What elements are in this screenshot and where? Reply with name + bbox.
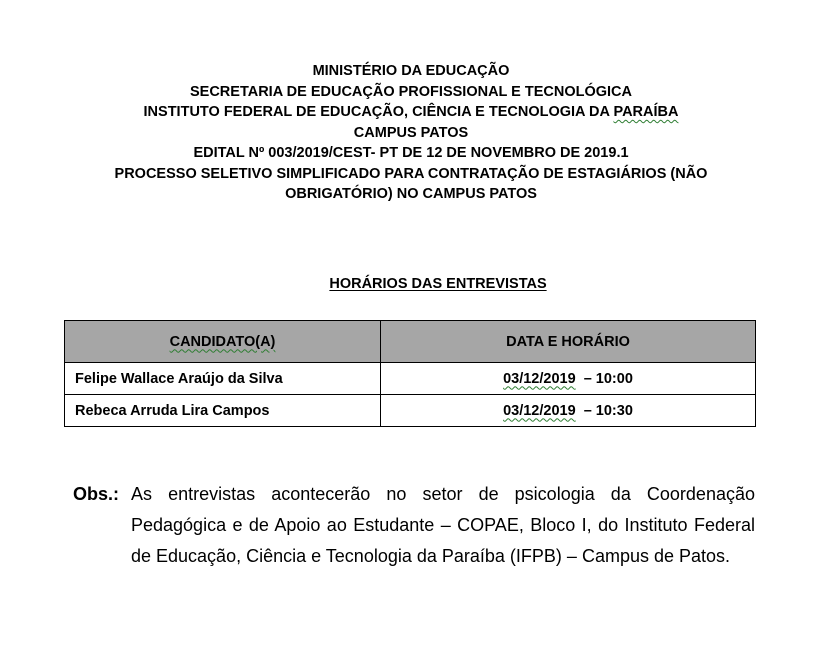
document-header [0, 61, 822, 205]
header-institute-state: PARAÍBA [613, 104, 679, 120]
table-row [65, 395, 756, 427]
header-institute-prefix: INSTITUTO FEDERAL DE EDUCAÇÃO, CIÊNCIA E TECNOLOGIA DA [143, 104, 614, 120]
interview-schedule-table [64, 320, 756, 427]
column-header-candidate [65, 321, 381, 363]
observation-label: Obs.: [73, 484, 120, 504]
table-header-row [65, 321, 756, 363]
interview-time: – 10:00 [575, 370, 633, 387]
header-ministry: MINISTÉRIO DA EDUCAÇÃO [312, 63, 510, 79]
header-process: PROCESSO SELETIVO SIMPLIFICADO PARA CONTRATAÇÃO DE ESTAGIÁRIOS (NÃO OBRIGATÓRIO) NO CAMPUS PATOS [114, 165, 708, 202]
observation-note [73, 479, 755, 572]
interview-date: 03/12/2019 [503, 370, 576, 387]
header-secretariat: SECRETARIA DE EDUCAÇÃO PROFISSIONAL E TECNOLÓGICA [189, 83, 632, 100]
header-institute [0, 102, 822, 123]
header-edital: EDITAL Nº 003/2019/CEST- PT DE 12 DE NOVEMBRO DE 2019.1 [193, 145, 629, 161]
candidate-name-cell: Rebeca Arruda Lira Campos [65, 395, 381, 427]
table-row [65, 363, 756, 395]
interview-date: 03/12/2019 [503, 402, 576, 419]
datetime-cell [381, 363, 756, 395]
datetime-cell [381, 395, 756, 427]
interview-time: – 10:30 [575, 402, 633, 419]
column-header-datetime: DATA E HORÁRIO [381, 321, 756, 363]
section-title: HORÁRIOS DAS ENTREVISTAS [329, 276, 547, 292]
candidate-name-cell: Felipe Wallace Araújo da Silva [65, 363, 381, 395]
observation-text: As entrevistas acontecerão no setor de psicologia da Coordenação Pedagógica e de Apoio ao Estudante – COPAE, Bloco I, do Instituto Federal de Educação, Ciência e Tecnologia da Paraíba (IFPB) – Campus de Patos. [131, 484, 755, 566]
column-header-candidate-label: CANDIDATO(A) [169, 333, 276, 350]
header-campus: CAMPUS PATOS [353, 124, 469, 141]
